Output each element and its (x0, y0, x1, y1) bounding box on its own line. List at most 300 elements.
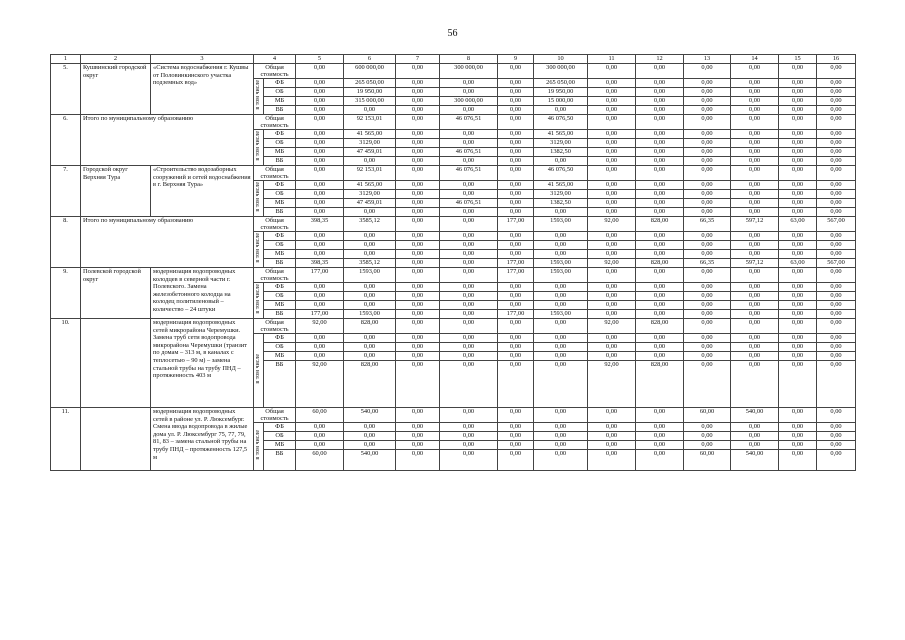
value-cell: 0,00 (636, 310, 684, 319)
value-cell: 0,00 (344, 334, 396, 343)
value-cell: 0,00 (588, 199, 636, 208)
value-cell: 0,00 (440, 79, 498, 88)
value-cell: 265 050,00 (344, 79, 396, 88)
value-cell: 41 565,00 (534, 181, 588, 190)
value-cell: 0,00 (440, 334, 498, 343)
total-cost-label: Общая стоимость (254, 115, 296, 130)
fund-type: ОБ (264, 343, 296, 352)
value-cell: 1593,00 (534, 268, 588, 283)
value-cell: 0,00 (534, 423, 588, 432)
value-cell: 0,00 (779, 139, 817, 148)
value-cell: 0,00 (396, 79, 440, 88)
value-cell: 0,00 (296, 88, 344, 97)
value-cell: 0,00 (498, 301, 534, 310)
value-cell: 0,00 (731, 148, 779, 157)
fund-type: ВБ (264, 450, 296, 471)
value-cell: 0,00 (636, 250, 684, 259)
fund-type: МБ (264, 352, 296, 361)
value-cell: 0,00 (636, 408, 684, 423)
value-cell: 0,00 (440, 441, 498, 450)
table-row (51, 408, 856, 423)
value-cell: 0,00 (684, 79, 731, 88)
value-cell: 0,00 (498, 283, 534, 292)
value-cell: 0,00 (498, 106, 534, 115)
value-cell: 0,00 (296, 157, 344, 166)
value-cell: 0,00 (440, 423, 498, 432)
value-cell: 0,00 (498, 148, 534, 157)
value-cell: 0,00 (588, 106, 636, 115)
value-cell: 0,00 (731, 190, 779, 199)
header-cell: 13 (684, 55, 731, 64)
value-cell: 265 050,00 (534, 79, 588, 88)
value-cell: 0,00 (498, 139, 534, 148)
value-cell: 0,00 (344, 241, 396, 250)
value-cell: 0,00 (440, 408, 498, 423)
value-cell: 0,00 (396, 268, 440, 283)
table-row (51, 64, 856, 79)
value-cell: 0,00 (296, 181, 344, 190)
value-cell: 63,00 (779, 259, 817, 268)
value-cell: 0,00 (731, 310, 779, 319)
value-cell: 0,00 (534, 441, 588, 450)
in-that-number-label (254, 423, 264, 471)
value-cell: 0,00 (498, 250, 534, 259)
municipality-total-label: Итого по муниципальному образованию (81, 217, 254, 268)
value-cell: 0,00 (396, 301, 440, 310)
value-cell: 0,00 (396, 157, 440, 166)
value-cell: 0,00 (817, 97, 856, 106)
header-cell: 2 (81, 55, 151, 64)
value-cell: 0,00 (498, 334, 534, 343)
value-cell: 315 000,00 (344, 97, 396, 106)
value-cell: 92,00 (296, 361, 344, 408)
value-cell: 0,00 (779, 208, 817, 217)
value-cell: 0,00 (498, 130, 534, 139)
value-cell: 0,00 (396, 292, 440, 301)
value-cell: 0,00 (534, 334, 588, 343)
value-cell: 0,00 (817, 199, 856, 208)
table-row (51, 217, 856, 232)
value-cell: 0,00 (296, 97, 344, 106)
fund-type: ОБ (264, 88, 296, 97)
value-cell: 0,00 (779, 343, 817, 352)
table-row (51, 319, 856, 334)
value-cell: 0,00 (817, 181, 856, 190)
table-row (51, 115, 856, 130)
value-cell: 0,00 (636, 343, 684, 352)
value-cell: 0,00 (779, 130, 817, 139)
value-cell: 0,00 (396, 423, 440, 432)
value-cell: 0,00 (498, 166, 534, 181)
value-cell: 0,00 (534, 208, 588, 217)
fund-type: ОБ (264, 139, 296, 148)
value-cell: 0,00 (396, 343, 440, 352)
value-cell: 0,00 (636, 450, 684, 471)
value-cell: 0,00 (636, 441, 684, 450)
value-cell: 828,00 (344, 361, 396, 408)
value-cell: 0,00 (396, 199, 440, 208)
fund-type: МБ (264, 441, 296, 450)
value-cell: 0,00 (534, 292, 588, 301)
fund-type: ФБ (264, 79, 296, 88)
value-cell: 0,00 (731, 139, 779, 148)
value-cell: 0,00 (684, 157, 731, 166)
value-cell: 0,00 (534, 450, 588, 471)
value-cell: 0,00 (588, 441, 636, 450)
value-cell: 0,00 (731, 115, 779, 130)
value-cell: 0,00 (588, 241, 636, 250)
value-cell: 0,00 (396, 208, 440, 217)
in-that-number-text: в том числе (254, 430, 261, 460)
value-cell: 0,00 (296, 232, 344, 241)
value-cell: 60,00 (296, 450, 344, 471)
value-cell: 0,00 (396, 190, 440, 199)
value-cell: 0,00 (396, 232, 440, 241)
value-cell: 0,00 (731, 130, 779, 139)
value-cell: 0,00 (731, 319, 779, 334)
value-cell: 0,00 (396, 432, 440, 441)
value-cell: 0,00 (817, 241, 856, 250)
row-number: 8. (51, 217, 81, 268)
value-cell: 0,00 (684, 361, 731, 408)
total-cost-label: Общая стоимость (254, 217, 296, 232)
fund-type: ФБ (264, 334, 296, 343)
value-cell: 0,00 (779, 361, 817, 408)
municipality-name: Городской округ Верхняя Тура (81, 166, 151, 217)
value-cell: 0,00 (440, 343, 498, 352)
value-cell: 0,00 (440, 88, 498, 97)
value-cell: 0,00 (684, 343, 731, 352)
value-cell: 0,00 (440, 208, 498, 217)
value-cell: 0,00 (636, 157, 684, 166)
municipality-name: Кушвинский городской округ (81, 64, 151, 115)
value-cell: 0,00 (296, 130, 344, 139)
row-number: 7. (51, 166, 81, 217)
value-cell: 0,00 (440, 130, 498, 139)
value-cell: 0,00 (588, 301, 636, 310)
value-cell: 0,00 (440, 292, 498, 301)
value-cell: 47 459,01 (344, 148, 396, 157)
value-cell: 0,00 (440, 217, 498, 232)
value-cell: 0,00 (440, 301, 498, 310)
project-description: «Строительство водозаборных сооружений и сетей водоснабжения в г. Верхняя Тура» (151, 166, 254, 217)
value-cell: 177,00 (498, 268, 534, 283)
value-cell: 0,00 (296, 343, 344, 352)
table-row (51, 268, 856, 283)
value-cell: 46 076,51 (440, 148, 498, 157)
value-cell: 0,00 (684, 166, 731, 181)
value-cell: 0,00 (731, 64, 779, 79)
header-row (51, 55, 856, 64)
value-cell: 0,00 (588, 181, 636, 190)
in-that-number-text: в том числе (254, 354, 261, 384)
value-cell: 0,00 (396, 88, 440, 97)
in-that-number-label (254, 232, 264, 268)
value-cell: 0,00 (636, 64, 684, 79)
value-cell: 0,00 (344, 292, 396, 301)
value-cell: 0,00 (684, 283, 731, 292)
value-cell: 540,00 (344, 450, 396, 471)
value-cell: 0,00 (779, 334, 817, 343)
value-cell: 0,00 (779, 441, 817, 450)
value-cell: 0,00 (684, 208, 731, 217)
row-number: 6. (51, 115, 81, 166)
value-cell: 0,00 (534, 283, 588, 292)
value-cell: 0,00 (588, 97, 636, 106)
value-cell: 0,00 (498, 88, 534, 97)
fund-type: ВБ (264, 157, 296, 166)
value-cell: 0,00 (684, 352, 731, 361)
header-cell: 6 (344, 55, 396, 64)
value-cell: 828,00 (344, 319, 396, 334)
value-cell: 0,00 (731, 361, 779, 408)
value-cell: 0,00 (498, 450, 534, 471)
value-cell: 0,00 (588, 166, 636, 181)
value-cell: 0,00 (817, 361, 856, 408)
value-cell: 177,00 (296, 310, 344, 319)
header-cell: 9 (498, 55, 534, 64)
value-cell: 0,00 (636, 432, 684, 441)
header-cell: 16 (817, 55, 856, 64)
value-cell: 0,00 (396, 166, 440, 181)
value-cell: 0,00 (498, 241, 534, 250)
value-cell: 0,00 (440, 432, 498, 441)
value-cell: 300 000,00 (440, 97, 498, 106)
value-cell: 0,00 (534, 157, 588, 166)
value-cell: 0,00 (440, 139, 498, 148)
value-cell: 0,00 (731, 250, 779, 259)
value-cell: 0,00 (344, 301, 396, 310)
value-cell: 0,00 (498, 292, 534, 301)
value-cell: 0,00 (588, 130, 636, 139)
value-cell: 0,00 (731, 241, 779, 250)
value-cell: 0,00 (636, 130, 684, 139)
header-cell: 14 (731, 55, 779, 64)
fund-type: ФБ (264, 232, 296, 241)
value-cell: 0,00 (779, 79, 817, 88)
value-cell: 0,00 (636, 283, 684, 292)
fund-type: ВБ (264, 106, 296, 115)
fund-type: ОБ (264, 241, 296, 250)
value-cell: 0,00 (498, 441, 534, 450)
value-cell: 0,00 (636, 139, 684, 148)
value-cell: 0,00 (684, 115, 731, 130)
value-cell: 0,00 (817, 319, 856, 334)
value-cell: 0,00 (498, 408, 534, 423)
value-cell: 0,00 (731, 301, 779, 310)
value-cell: 0,00 (440, 450, 498, 471)
value-cell: 0,00 (636, 208, 684, 217)
value-cell: 0,00 (588, 450, 636, 471)
value-cell: 0,00 (779, 319, 817, 334)
value-cell: 0,00 (731, 208, 779, 217)
value-cell: 0,00 (498, 361, 534, 408)
value-cell: 0,00 (731, 157, 779, 166)
value-cell: 0,00 (684, 432, 731, 441)
value-cell: 92,00 (296, 319, 344, 334)
value-cell: 0,00 (684, 441, 731, 450)
value-cell: 0,00 (588, 310, 636, 319)
value-cell: 0,00 (684, 64, 731, 79)
value-cell: 0,00 (498, 232, 534, 241)
value-cell: 0,00 (731, 352, 779, 361)
value-cell: 3585,12 (344, 259, 396, 268)
value-cell: 0,00 (779, 97, 817, 106)
value-cell: 1593,00 (344, 310, 396, 319)
value-cell: 0,00 (296, 79, 344, 88)
value-cell: 0,00 (684, 97, 731, 106)
value-cell: 0,00 (817, 283, 856, 292)
value-cell: 540,00 (344, 408, 396, 423)
fund-type: ОБ (264, 190, 296, 199)
value-cell: 0,00 (440, 106, 498, 115)
value-cell: 0,00 (498, 181, 534, 190)
value-cell: 0,00 (817, 148, 856, 157)
value-cell: 0,00 (779, 232, 817, 241)
in-that-number-label (254, 79, 264, 115)
value-cell: 0,00 (498, 199, 534, 208)
value-cell: 41 565,00 (534, 130, 588, 139)
value-cell: 1593,00 (344, 268, 396, 283)
value-cell: 0,00 (684, 88, 731, 97)
value-cell: 0,00 (344, 343, 396, 352)
value-cell: 0,00 (588, 408, 636, 423)
value-cell: 0,00 (440, 157, 498, 166)
in-that-number-text: в том числе (254, 284, 261, 314)
value-cell: 0,00 (779, 432, 817, 441)
value-cell: 0,00 (731, 97, 779, 106)
total-cost-label: Общая стоимость (254, 408, 296, 423)
value-cell: 0,00 (440, 310, 498, 319)
value-cell: 0,00 (440, 250, 498, 259)
value-cell: 0,00 (731, 343, 779, 352)
value-cell: 0,00 (817, 139, 856, 148)
value-cell: 828,00 (636, 259, 684, 268)
value-cell: 0,00 (396, 310, 440, 319)
value-cell: 0,00 (817, 310, 856, 319)
value-cell: 0,00 (817, 408, 856, 423)
value-cell: 0,00 (636, 97, 684, 106)
value-cell: 597,12 (731, 259, 779, 268)
value-cell: 0,00 (636, 148, 684, 157)
value-cell: 0,00 (396, 181, 440, 190)
value-cell: 1382,50 (534, 148, 588, 157)
header-cell: 15 (779, 55, 817, 64)
value-cell: 0,00 (296, 139, 344, 148)
value-cell: 0,00 (588, 250, 636, 259)
value-cell: 0,00 (779, 250, 817, 259)
value-cell: 0,00 (817, 208, 856, 217)
header-cell: 7 (396, 55, 440, 64)
value-cell: 0,00 (588, 232, 636, 241)
value-cell: 0,00 (440, 181, 498, 190)
value-cell: 0,00 (731, 199, 779, 208)
fund-type: ВБ (264, 259, 296, 268)
value-cell: 540,00 (731, 450, 779, 471)
value-cell: 0,00 (779, 166, 817, 181)
value-cell: 0,00 (684, 250, 731, 259)
row-number: 5. (51, 64, 81, 115)
value-cell: 0,00 (498, 352, 534, 361)
row-number: 9. (51, 268, 81, 319)
value-cell: 0,00 (817, 334, 856, 343)
project-description: модернизация водопроводных колодцев в северной части г. Полевского. Замена железобетонного колодца на колодец политиленовый – количество – 24 штуки (151, 268, 254, 319)
value-cell: 0,00 (779, 115, 817, 130)
value-cell: 0,00 (817, 450, 856, 471)
value-cell: 398,35 (296, 259, 344, 268)
funding-table (50, 54, 856, 471)
value-cell: 0,00 (296, 292, 344, 301)
fund-type: ВБ (264, 310, 296, 319)
value-cell: 92,00 (588, 319, 636, 334)
value-cell: 47 459,01 (344, 199, 396, 208)
value-cell: 0,00 (296, 250, 344, 259)
fund-type: ФБ (264, 283, 296, 292)
header-cell: 12 (636, 55, 684, 64)
value-cell: 0,00 (817, 157, 856, 166)
value-cell: 0,00 (296, 301, 344, 310)
row-number: 11. (51, 408, 81, 471)
header-cell: 4 (254, 55, 296, 64)
fund-type: ФБ (264, 130, 296, 139)
value-cell: 0,00 (817, 64, 856, 79)
value-cell: 0,00 (344, 352, 396, 361)
value-cell: 1593,00 (534, 217, 588, 232)
value-cell: 0,00 (396, 250, 440, 259)
project-description: модернизация водопроводных сетей микрорайона Черемушки. Замена труб сети водопровода микрорайона Черемушки (транзит по домам – 313 м, в каналах с теплосетью – 90 м) – замена стальной трубы на трубу ПНД – протяженность 403 м (151, 319, 254, 408)
value-cell: 0,00 (396, 97, 440, 106)
header-cell: 1 (51, 55, 81, 64)
value-cell: 41 565,00 (344, 130, 396, 139)
value-cell: 300 000,00 (534, 64, 588, 79)
value-cell: 177,00 (498, 310, 534, 319)
value-cell: 46 076,50 (534, 166, 588, 181)
value-cell: 0,00 (440, 352, 498, 361)
value-cell: 0,00 (817, 250, 856, 259)
total-cost-label: Общая стоимость (254, 166, 296, 181)
value-cell: 0,00 (498, 343, 534, 352)
value-cell: 0,00 (779, 181, 817, 190)
municipality-name (81, 408, 151, 471)
value-cell: 0,00 (684, 423, 731, 432)
in-that-number-text: в том числе (254, 182, 261, 212)
value-cell: 0,00 (684, 310, 731, 319)
value-cell: 92,00 (588, 217, 636, 232)
value-cell: 0,00 (296, 241, 344, 250)
value-cell: 567,00 (817, 259, 856, 268)
value-cell: 0,00 (817, 268, 856, 283)
value-cell: 0,00 (588, 334, 636, 343)
value-cell: 0,00 (588, 64, 636, 79)
in-that-number-label (254, 334, 264, 408)
value-cell: 0,00 (636, 268, 684, 283)
value-cell: 0,00 (396, 283, 440, 292)
in-that-number-text: в том числе (254, 80, 261, 110)
value-cell: 0,00 (296, 432, 344, 441)
value-cell: 0,00 (440, 361, 498, 408)
value-cell: 0,00 (296, 441, 344, 450)
value-cell: 540,00 (731, 408, 779, 423)
value-cell: 0,00 (440, 268, 498, 283)
value-cell: 0,00 (684, 106, 731, 115)
value-cell: 3129,00 (534, 139, 588, 148)
value-cell: 3129,00 (344, 190, 396, 199)
value-cell: 0,00 (498, 423, 534, 432)
value-cell: 0,00 (731, 441, 779, 450)
value-cell: 0,00 (817, 166, 856, 181)
value-cell: 0,00 (731, 268, 779, 283)
value-cell: 0,00 (817, 301, 856, 310)
